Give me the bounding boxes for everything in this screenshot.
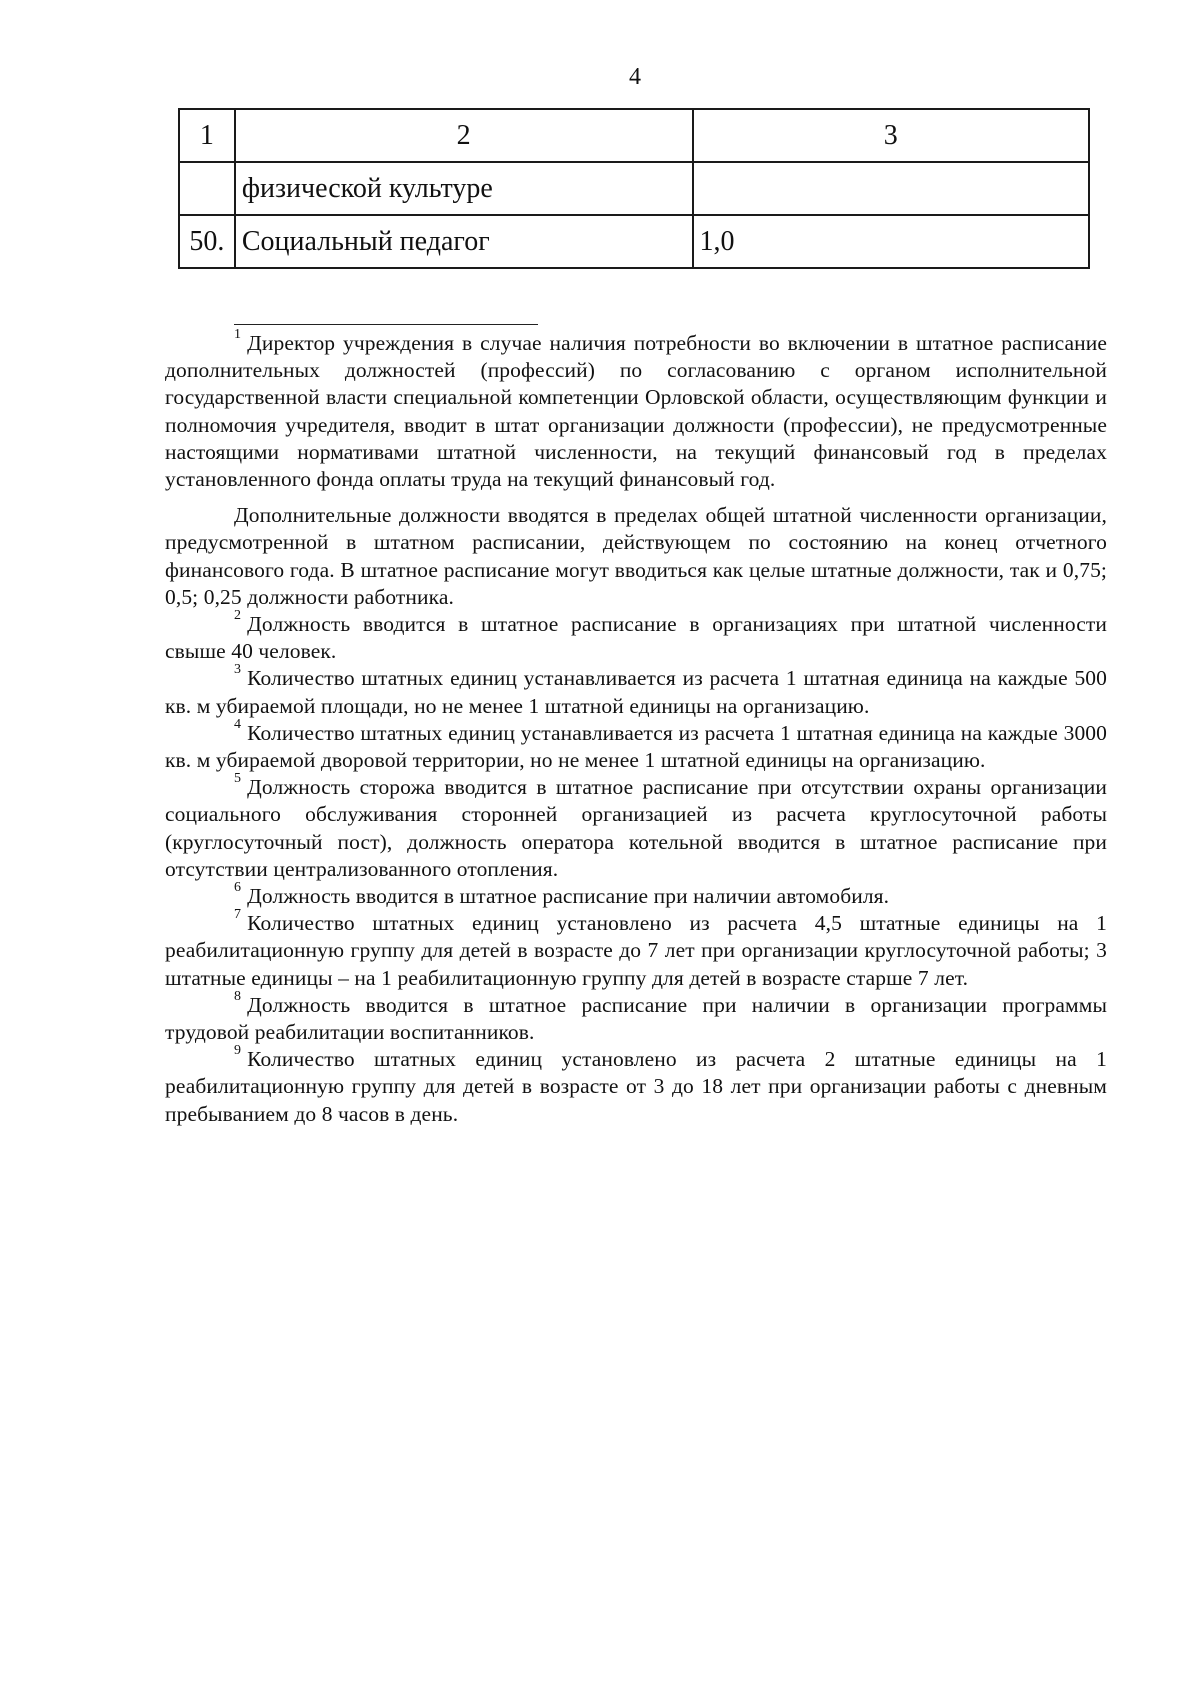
header-cell-3: 3 — [693, 109, 1090, 162]
footnote-mark: 6 — [234, 879, 242, 895]
footnote-text: Должность вводится в штатное расписание при наличии в организации программы трудовой реабилитации воспитанников. — [165, 992, 1107, 1045]
table-row — [179, 215, 1089, 268]
footnote-separator — [234, 324, 538, 325]
footnote — [165, 607, 1107, 665]
footnote-mark: 7 — [234, 907, 242, 923]
footnote-mark: 5 — [234, 771, 242, 787]
footnote-mark: 8 — [234, 988, 242, 1004]
footnote-mark: 4 — [234, 716, 242, 732]
header-cell-2: 2 — [235, 109, 693, 162]
footnote — [165, 879, 1107, 910]
footnote — [165, 662, 1107, 719]
position-name-cell: Социальный педагог — [235, 215, 693, 268]
footnote-text: Количество штатных единиц устанавливается из расчета 1 штатная единица на каждые 500 кв. м убираемой площади, но не менее 1 штатной единицы на организацию. — [165, 666, 1107, 718]
row-number-cell — [179, 162, 235, 215]
staff-schedule-table — [178, 108, 1090, 269]
footnote-text: Количество штатных единиц устанавливается из расчета 1 штатная единица на каждые 3000 кв. м убираемой дворовой территории, но не менее 1 штатной единицы на организацию. — [165, 720, 1107, 773]
footnote-mark: 3 — [234, 662, 242, 678]
footnote-text: Количество штатных единиц установлено из расчета 4,5 штатные единицы на 1 реабилитационную группу для детей в возрасте до 7 лет при организации круглосуточной работы; 3 штатные единицы – на 1 реабилитационную группу для детей в возрасте старше 7 лет. — [165, 911, 1107, 990]
table-row — [179, 162, 1089, 215]
footnote-text: Количество штатных единиц установлено из расчета 2 штатные единицы на 1 реабилитационную группу для детей в возрасте от 3 до 18 лет при организации работы с дневным пребыванием до 8 часов в день. — [165, 1047, 1107, 1126]
footnote-mark: 2 — [234, 607, 242, 623]
position-name-cell: физической культуре — [235, 162, 693, 215]
footnote-text: Должность вводится в штатное расписание при наличии автомобиля. — [247, 884, 890, 909]
footnote-mark: 9 — [234, 1043, 242, 1059]
footnote — [165, 326, 1107, 493]
page-number: 4 — [629, 64, 641, 90]
footnote — [165, 771, 1107, 883]
footnote-mark: 1 — [234, 326, 242, 342]
footnote — [165, 1043, 1107, 1128]
footnote-text: Должность вводится в штатное расписание в организациях при штатной численности свыше 40 человек. — [165, 612, 1107, 664]
footnote-text: Должность сторожа вводится в штатное расписание при отсутствии охраны организации социального обслуживания сторонней организацией из расчета круглосуточной работы (круглосуточный пост), должность оператора котельной вводится в штатное расписание при отсутствии централизованного отопления. — [165, 775, 1107, 881]
footnote — [165, 716, 1107, 774]
footnotes-section — [165, 326, 1107, 1128]
footnote — [165, 907, 1107, 992]
footnote-text: Директор учреждения в случае наличия потребности во включении в штатное расписание дополнительных должностей (профессий) по согласованию с органом исполнительной государственной власти специальной компетенции Орловской области, осуществляющим функции и полномочия учредителя, вводит в штат организации должности (профессии), не предусмотренные настоящими нормативами штатной численности, на текущий финансовый год в пределах установленного фонда оплаты труда на текущий финансовый год. — [165, 331, 1107, 492]
staff-units-cell — [693, 162, 1090, 215]
footnote — [165, 988, 1107, 1046]
table-header-row — [179, 109, 1089, 162]
footnote-text: Дополнительные должности вводятся в пределах общей штатной численности организации, предусмотренной в штатном расписании, действующем по состоянию на конец отчетного финансового года. В штатное расписание могут вводиться как целые штатные должности, так и 0,75; 0,5; 0,25 должности работника. — [165, 503, 1107, 609]
staff-units-cell: 1,0 — [693, 215, 1090, 268]
row-number-cell: 50. — [179, 215, 235, 268]
footnote — [165, 502, 1107, 611]
header-cell-1: 1 — [179, 109, 235, 162]
